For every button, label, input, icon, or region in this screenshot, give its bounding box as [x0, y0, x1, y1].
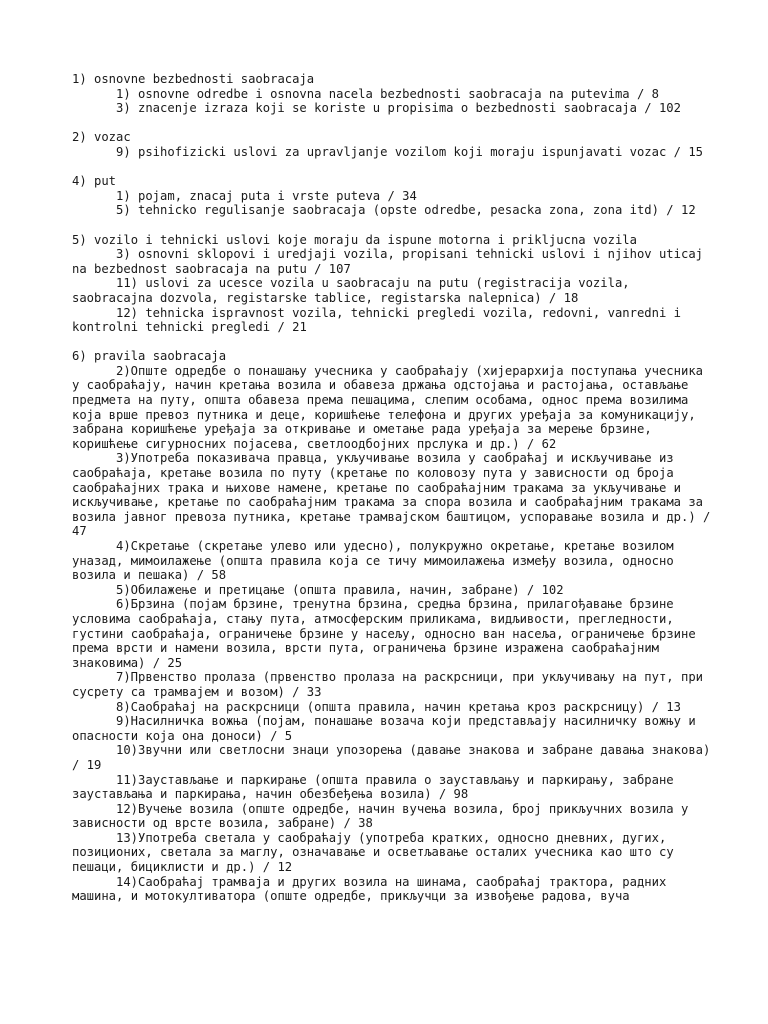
- item-text: 3) znacenje izraza koji se koriste u propisima o bezbednosti saobracaja / 102: [116, 101, 681, 116]
- item-text: 5)Обилажење и претицање (општа правила, начин, забране) / 102: [116, 582, 564, 597]
- outline-item: [72, 700, 712, 715]
- item-text: 10)Звучни или светлосни знаци упозорења (давање знакова и забране давања знакова) / 19: [72, 743, 718, 772]
- outline-item: [72, 597, 712, 670]
- section-heading: 6) pravila saobracaja: [72, 349, 227, 364]
- outline-item: [72, 145, 712, 160]
- item-text: 2)Опште одредбе о понашању учесника у саобраћају (хијерархија поступања учесника у саобраћају, начин кретања возила и обавеза држања одстојања и растојања, остављање предмета на путу, општа обавеза према пешацима, слепим особама, однос према возилима која врше превоз путника и деце, коришћење телефона и других уређаја за комуникацију, забрана коришћење уређаја за откривање и ометање рада уређаја за мерење брзине, коришћење сигурносних појасева, светлоодбојних прслука и др.) / 62: [72, 363, 711, 451]
- outline-item: [72, 583, 712, 598]
- outline-item: [72, 189, 712, 204]
- outline-item: [72, 451, 718, 539]
- outline-item: [72, 87, 712, 102]
- item-text: 12) tehnicka ispravnost vozila, tehnicki pregledi vozila, redovni, vanredni i kontrolni tehnicki pregledi / 21: [72, 305, 689, 335]
- outline-item: [72, 773, 712, 802]
- outline-section: [72, 72, 712, 116]
- item-text: 8)Саобраћај на раскрсници (општа правила, начин кретања кроз раскрсницу) / 13: [116, 699, 681, 714]
- outline-item: [72, 203, 712, 218]
- outline-section: [72, 349, 718, 904]
- section-heading: 2) vozac: [72, 130, 131, 145]
- outline-item: [72, 714, 712, 743]
- item-text: 1) pojam, znacaj puta i vrste puteva / 34: [116, 188, 417, 203]
- item-text: 14)Саобраћај трамваја и других возила на шинама, саобраћај трактора, радних машина, и мотокултиватора (опште одредбе, прикључци за извођење радова, вуча: [72, 874, 674, 904]
- item-text: 7)Првенство пролаза (првенство пролаза на раскрсници, при укључивању на пут, при сусрету са трамвајем и возом) / 33: [72, 670, 711, 699]
- item-text: 6)Брзина (појам брзине, тренутна брзина, средња брзина, прилагођавање брзине условима саобраћаја, стању пута, атмосферским приликама, видљивости, прегледности, густини саобраћаја, ограничење брзине у насељу, односно ван насеља, ограничење брзине према врсти и намени возила, врсти пута, ограничења брзине изражена саобраћајним знаковима) / 25: [72, 597, 704, 670]
- section-heading: 1) osnovne bezbednosti saobracaja: [72, 72, 315, 86]
- section-heading: 4) put: [72, 174, 117, 189]
- item-text: 3)Употреба показивача правца, укључивање возила у саобраћај и искључивање из саобраћаја, кретање возила по путу (кретање по коловозу пута у зависности од броја саобраћајних трака и њихове намене, кретање по саобраћајним тракама за укључивање и искључивање, кретање по саобраћајним тракама за спора возила и саобраћајним тракама за возила јавног превоза путника, кретање трамвајском баштицом, успоравање возила и др.) / 47: [72, 451, 718, 539]
- item-text: 11) uslovi za ucesce vozila u saobracaju na putu (registracija vozila, saobracajna dozvola, registarske tablice, registarska nalepnica) / 18: [72, 276, 637, 305]
- document-body: [72, 72, 718, 904]
- outline-item: [72, 247, 712, 276]
- section-heading: 5) vozilo i tehnicki uslovi koje moraju da ispune motorna i prikljucna vozila: [72, 232, 637, 247]
- item-text: 12)Вучење возила (опште одредбе, начин вучења возила, број прикључних возила у зависности од врсте возила, забране) / 38: [72, 801, 696, 831]
- outline-section: [72, 130, 712, 159]
- item-text: 9) psihofizicki uslovi za upravljanje vozilom koji moraju ispunjavati vozac / 15: [116, 144, 703, 159]
- item-text: 5) tehnicko regulisanje saobracaja (opste odredbe, pesacka zona, zona itd) / 12: [116, 203, 696, 218]
- outline-item: [72, 831, 712, 875]
- item-text: 1) osnovne odredbe i osnovna nacela bezbednosti saobracaja na putevima / 8: [116, 86, 659, 101]
- item-text: 4)Скретање (скретање улево или удесно), полукружно окретање, кретање возилом уназад, мимоилажење (општа правила која се тичу мимоилажења између возила, односно возила и пешака) / 58: [72, 539, 682, 583]
- outline-item: [72, 875, 712, 904]
- item-text: 13)Употреба светала у саобраћају (употреба кратких, односно дневних, дугих, позиционих, светала за маглу, означавање и осветљавање осталих учесника као што су пешаци, бициклисти и др.) / 12: [72, 830, 682, 875]
- item-text: 3) osnovni sklopovi i uredjaji vozila, propisani tehnicki uslovi i njihov uticaj na bezbednost saobracaja na putu / 107: [72, 247, 711, 276]
- outline-item: [72, 802, 712, 831]
- outline-item: [72, 670, 712, 699]
- outline-item: [72, 276, 712, 305]
- outline-section: [72, 174, 712, 218]
- outline-item: [72, 539, 712, 583]
- outline-item: [72, 364, 712, 452]
- outline-item: [72, 101, 712, 116]
- outline-item: [72, 306, 712, 335]
- outline-section: [72, 233, 712, 335]
- outline-item: [72, 743, 718, 772]
- item-text: 11)Заустављање и паркирање (општа правила о заустављању и паркирању, забране заустављања и паркирања, начин обезбеђења возила) / 98: [72, 772, 681, 802]
- item-text: 9)Насилничка вожња (појам, понашање возача који представљају насилничку вожњу и опасности која она доноси) / 5: [72, 714, 704, 743]
